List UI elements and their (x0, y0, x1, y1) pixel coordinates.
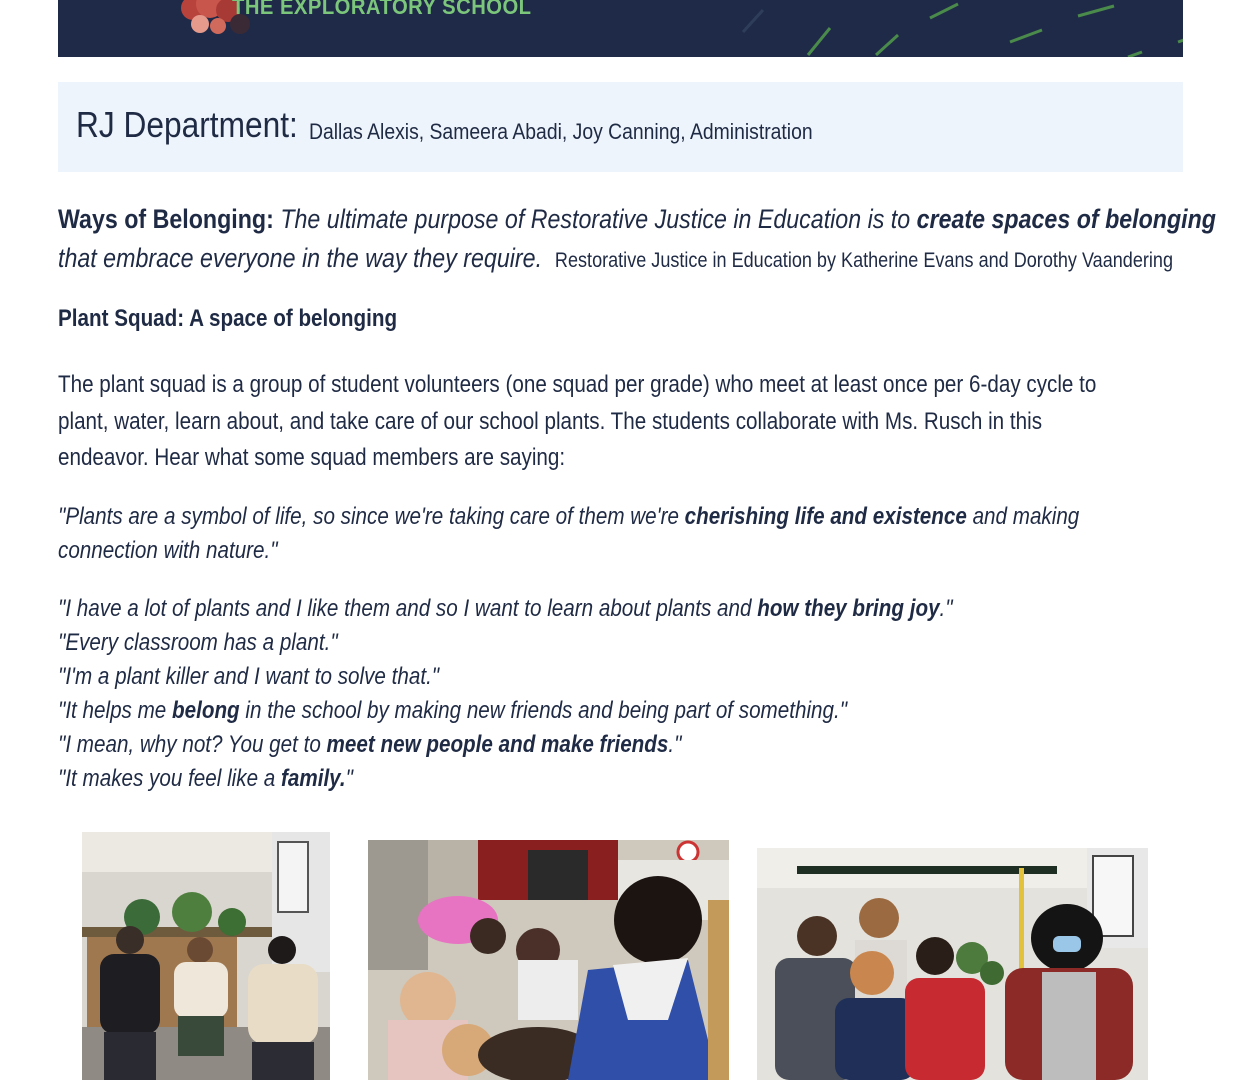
quote-line (58, 500, 1079, 534)
plant-squad-title: Plant Squad: A space of belonging (58, 305, 398, 332)
quote-text: ." (668, 731, 682, 758)
quote-text: "It makes you feel like a (58, 765, 282, 792)
ways-quote-part2: that embrace everyone in the way they require. (58, 243, 543, 273)
quote-emphasis: how they bring joy (757, 595, 940, 622)
ways-line-2 (58, 239, 1216, 280)
student-quote-6 (58, 728, 953, 762)
decorative-stripes (658, 0, 1183, 57)
paragraph-line: The plant squad is a group of student volunteers (one squad per grade) who meet at least once per 6-day cycle to (58, 371, 1097, 398)
ways-label: Ways of Belonging: (58, 204, 274, 234)
student-quote-5 (58, 694, 953, 728)
quote-text: " (345, 765, 353, 792)
department-box (58, 82, 1183, 172)
ways-line-1 (58, 200, 1216, 239)
student-quote-1 (58, 500, 1079, 568)
quote-emphasis: family. (281, 765, 346, 792)
photo-students-planting (368, 840, 729, 1080)
ways-source: Restorative Justice in Education by Katherine Evans and Dorothy Vaandering (554, 249, 1174, 272)
department-title: RJ Department: (76, 104, 298, 145)
quote-line: connection with nature." (58, 537, 278, 564)
student-quote-2 (58, 592, 953, 626)
quote-text: "Plants are a symbol of life, so since we're taking care of them we're (58, 503, 685, 530)
ways-quote-part1: The ultimate purpose of Restorative Justice in Education is to (280, 204, 911, 234)
paragraph-line: endeavor. Hear what some squad members are saying: (58, 444, 566, 471)
quote-text: "I have a lot of plants and I like them and so I want to learn about plants and (58, 595, 758, 622)
quote-emphasis: cherishing life and existence (684, 503, 967, 530)
header-banner (58, 0, 1183, 57)
quote-text: "I mean, why not? You get to (58, 731, 327, 758)
quote-emphasis: meet new people and make friends (326, 731, 669, 758)
quote-text: ." (939, 595, 953, 622)
ways-quote-bold: create spaces of belonging (916, 204, 1217, 234)
student-quote-4: "I'm a plant killer and I want to solve that." (58, 663, 440, 690)
photo-students-group (757, 848, 1148, 1080)
quote-text: "It helps me (58, 697, 173, 724)
quote-emphasis: belong (172, 697, 240, 724)
student-quote-3: "Every classroom has a plant." (58, 629, 338, 656)
plant-squad-paragraph (58, 367, 1096, 477)
student-quotes-list (58, 592, 953, 796)
student-quote-7 (58, 762, 953, 796)
department-members: Dallas Alexis, Sameera Abadi, Joy Canning, Administration (309, 119, 813, 144)
paragraph-line: plant, water, learn about, and take care of our school plants. The students collaborate with Ms. Rusch in this (58, 407, 1043, 435)
photo-students-with-teacher (82, 832, 330, 1080)
quote-text: in the school by making new friends and being part of something." (239, 697, 848, 724)
quote-text: and making (966, 503, 1080, 530)
school-name: THE EXPLORATORY SCHOOL (232, 0, 532, 19)
ways-of-belonging (58, 200, 1216, 280)
